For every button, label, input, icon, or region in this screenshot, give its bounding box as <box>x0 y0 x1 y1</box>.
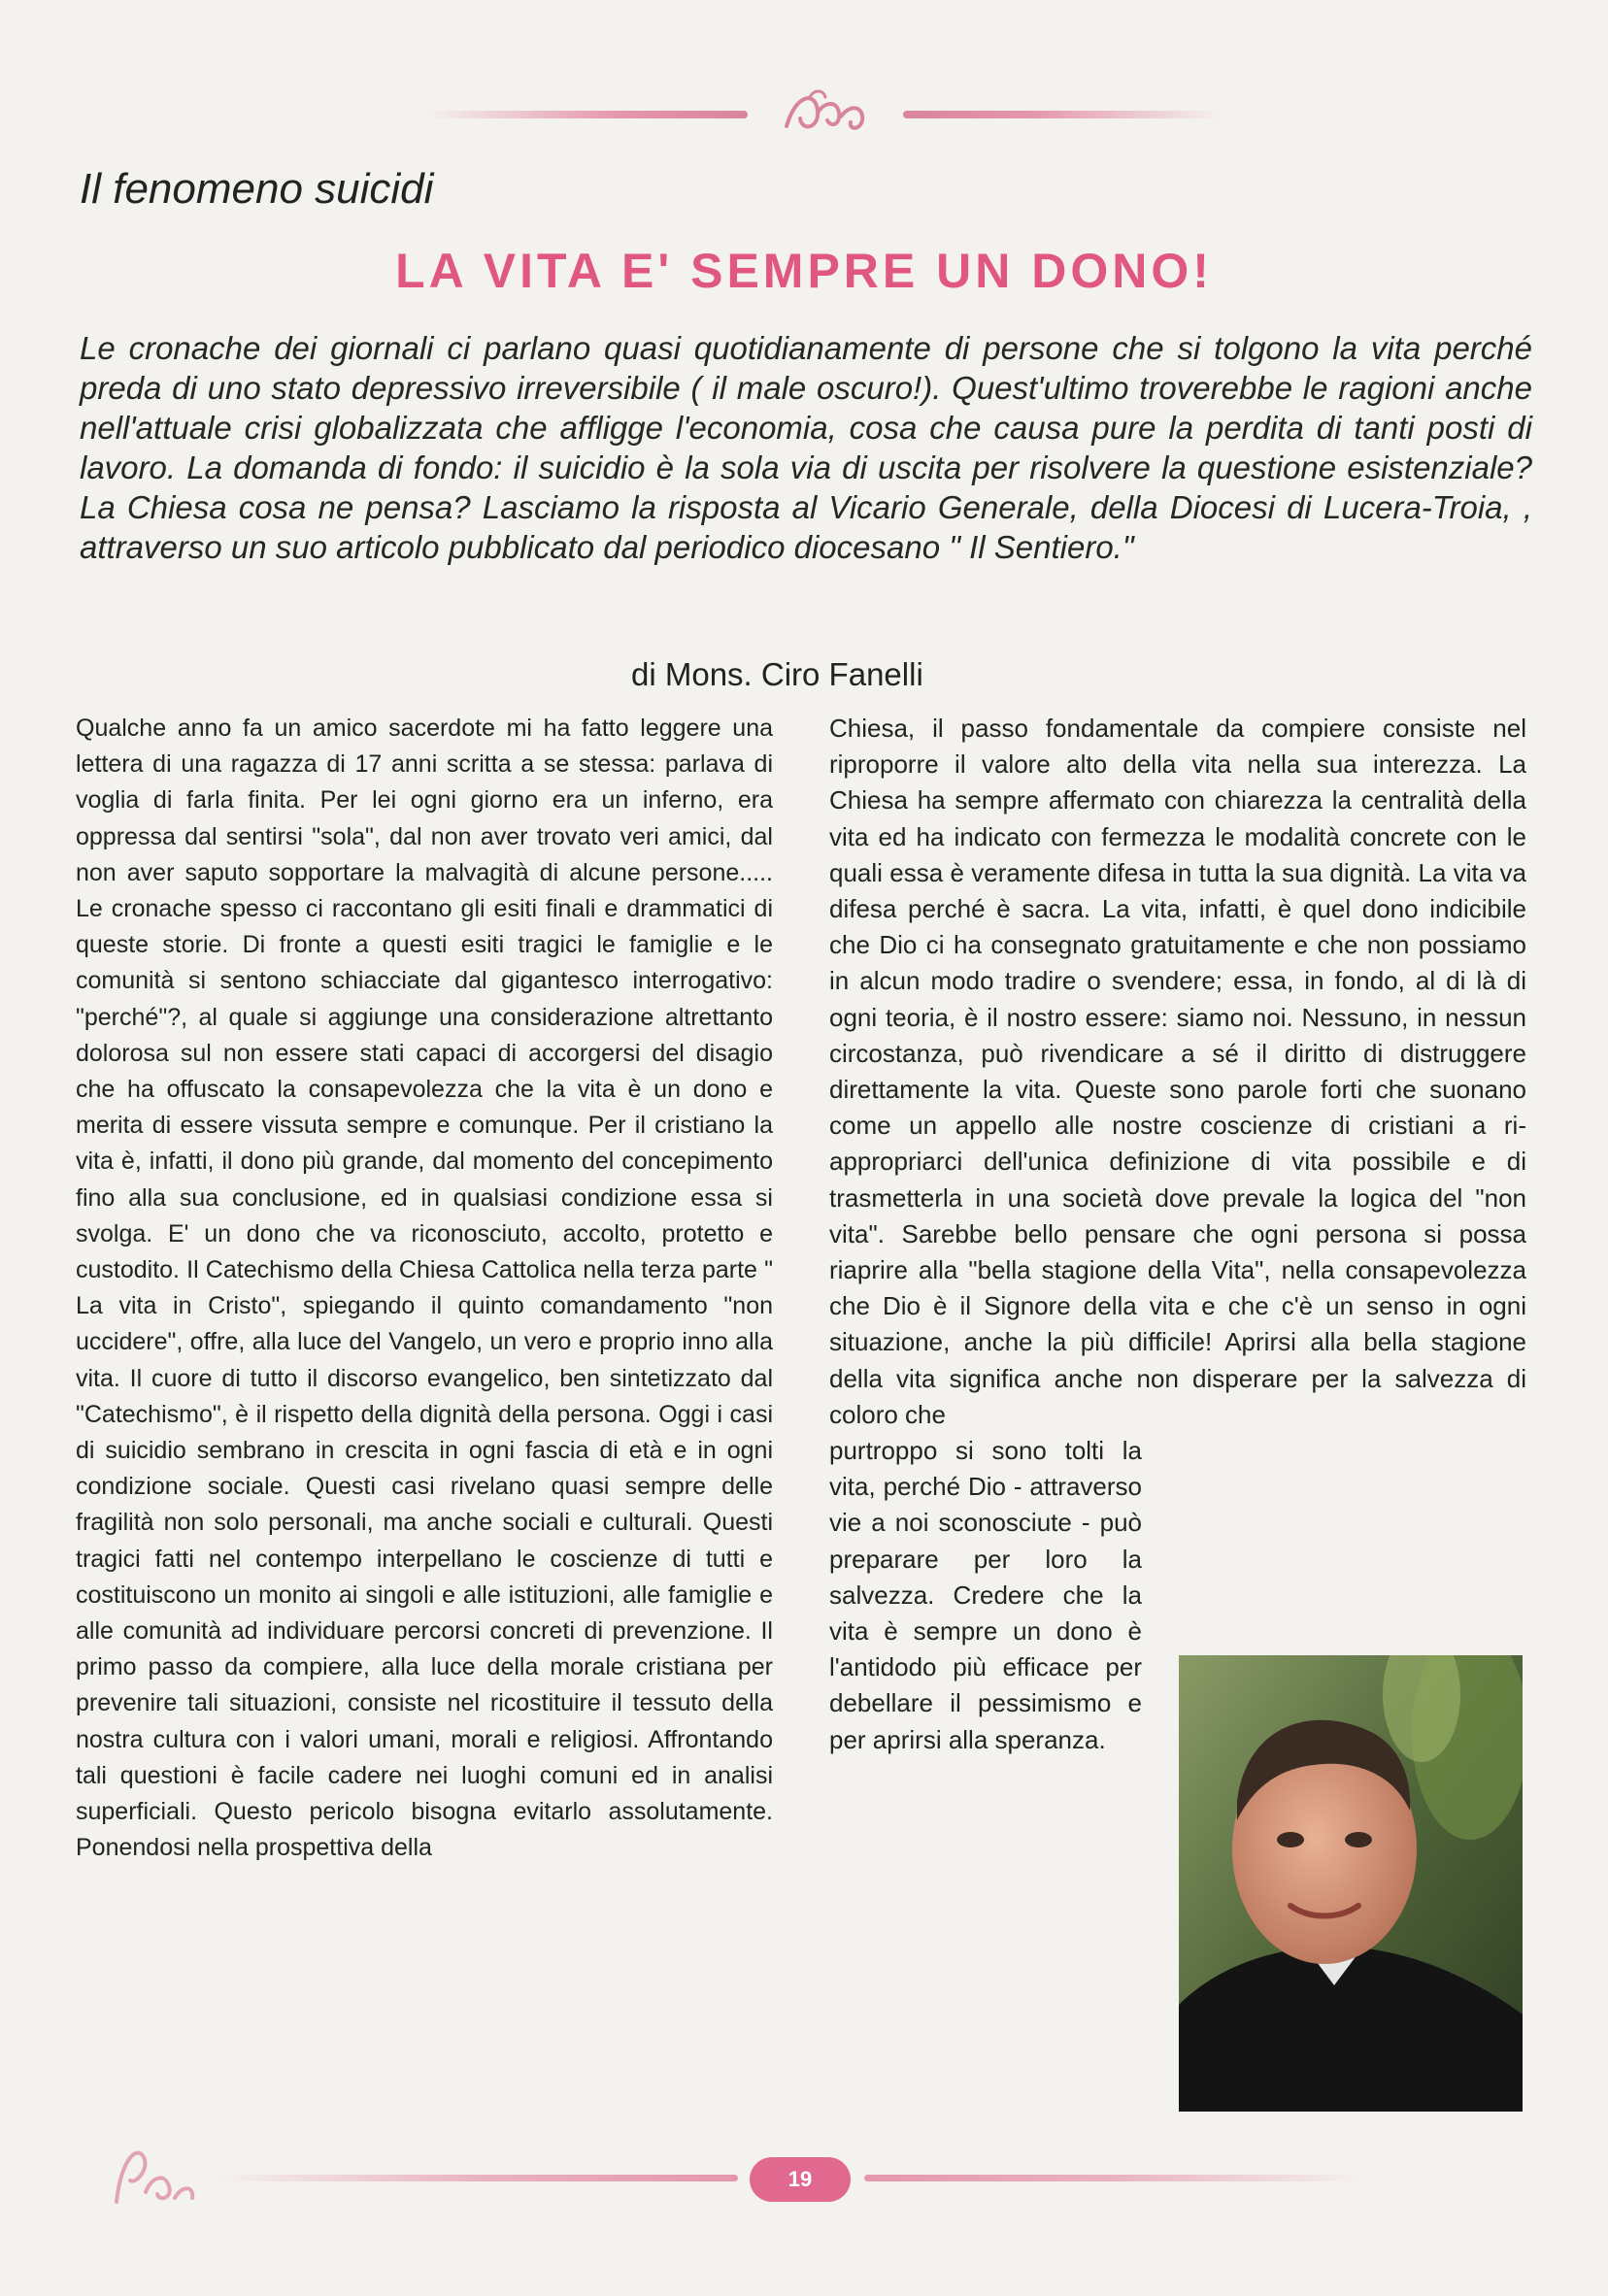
column-left-text: Qualche anno fa un amico sacerdote mi ha fatto leggere una lettera di una ragazza di 17 anni scritta a se stessa: parlava di voglia di farla finita. Per lei ogni giorno era un inferno, era oppressa dal sentirsi "sola", dal non aver trovato veri amici, dal non aver saputo sopportare la malvagità di alcune persone..... Le cronache spesso ci raccontano gli esiti finali e drammatici di queste storie. Di fronte a questi esiti tragici le famiglie e le comunità si sentono schiacciate dal gigantesco interrogativo: "perché"?, al quale si aggiunge una considerazione altrettanto dolorosa sul non essere stati capaci di accorgersi del disagio che ha offuscato la consapevolezza che la vita è un dono e merita di essere vissuta sempre e comunque. Per il cristiano la vita è, infatti, il dono più grande, dal momento del concepimento fino alla sua conclusione, ed in qualsiasi condizione essa si svolga. E' un dono che va riconosciuto, accolto, protetto e custodito. Il Catechismo della Chiesa Cattolica nella terza parte " La vita in Cristo", spiegando il quinto comandamento "non uccidere", offre, alla luce del Vangelo, un vero e proprio inno alla vita. Il cuore di tutto il discorso evangelico, ben sintetizzato dal "Catechismo", è il rispetto della dignità della persona. Oggi i casi di suicidio sembrano in crescita in ogni fascia di età e in ogni condizione sociale. Questi casi rivelano quasi sempre delle fragilità non solo personali, ma anche sociali e culturali. Questi tragici fatti nel contempo interpellano le coscienze di tutti e costituiscono un monito ai singoli e alle istituzioni, alle famiglie e alle comunità ad individuare percorsi concreti di prevenzione. Il primo passo da compiere, alla luce della morale cristiana per prevenire tali situazioni, consiste nel ricostituire il tessuto della nostra cultura con i valori umani, morali e religiosi. Affrontando tali questioni è facile cadere nei luoghi comuni ed in analisi superficiali. Questo pericolo bisogna evitarlo assolutamente. Ponendosi nella prospettiva della <box>76 715 773 1862</box>
top-rule-right <box>903 111 1223 118</box>
section-kicker: Il fenomeno suicidi <box>80 165 434 213</box>
masthead-logo-icon <box>757 83 893 142</box>
footer-rule-left <box>214 2175 738 2181</box>
top-ornament <box>427 83 1223 142</box>
article-byline: di Mons. Ciro Fanelli <box>631 656 923 692</box>
column-right-wrap-text: purtroppo si sono tolti la vita, perché Dio - attraverso vie a noi sconosciute - può preparare per loro la salvezza. Credere che la vita è sempre un dono è l'antidodo più efficace per debellare il pessimismo e per aprirsi alla speranza. <box>829 1436 1142 1754</box>
column-right-text: Chiesa, il passo fondamentale da compiere consiste nel riproporre il valore alto della vita nella sua interezza. La Chiesa ha sempre affermato con chiarezza la centralità della vita ed ha indicato con fermezza le modalità concrete con le quali essa è veramente difesa in tutta la sua dignità. La vita va difesa perché è sacra. La vita, infatti, è quel dono indicibile che Dio ci ha consegnato gratuitamente e che non possiamo in alcun modo tradire o svendere; essa, in fondo, al di là di ogni teoria, è il nostro essere: siamo noi. Nessuno, in nessun circostanza, può rivendicare a sé il diritto di distruggere direttamente la vita. Queste sono parole forti che suonano come un appello alle nostre coscienze di cristiani a ri-appropriarci dell'unica definizione di vita possibile e di trasmetterla in una società dove prevale la logica del "non vita". Sarebbe bello pensare che ogni persona si possa riaprire alla "bella stagione della Vita", nella consapevolezza che Dio è il Signore della vita e che c'è un senso in ogni situazione, anche la più difficile! Aprirsi alla bella stagione della vita significa anche non disperare per la salvezza di coloro che <box>829 714 1526 1429</box>
footer-logo-icon <box>97 2134 214 2221</box>
portrait-illustration <box>1179 1655 1523 2112</box>
article-column-left <box>76 711 773 1867</box>
article-column-right <box>829 711 1526 1758</box>
author-portrait <box>1179 1655 1523 2112</box>
article-headline: LA VITA E' SEMPRE UN DONO! <box>395 244 1213 298</box>
footer-rule-right <box>864 2175 1369 2181</box>
page-number-badge: 19 <box>750 2157 851 2202</box>
top-rule-left <box>427 111 748 118</box>
article-intro: Le cronache dei giornali ci parlano quasi quotidianamente di persone che si tolgono la vita perché preda di uno stato depressivo irreversibile ( il male oscuro!). Quest'ultimo troverebbe le ragioni anche nell'attuale crisi globalizzata che affligge l'economia, cosa che causa pure la perdita di tanti posti di lavoro. La domanda di fondo: il suicidio è la sola via di uscita per risolvere la questione esistenziale? La Chiesa cosa ne pensa? Lasciamo la risposta al Vicario Generale, della Diocesi di Lucera-Troia, , attraverso un suo articolo pubblicato dal periodico diocesano " Il Sentiero." <box>80 330 1532 565</box>
